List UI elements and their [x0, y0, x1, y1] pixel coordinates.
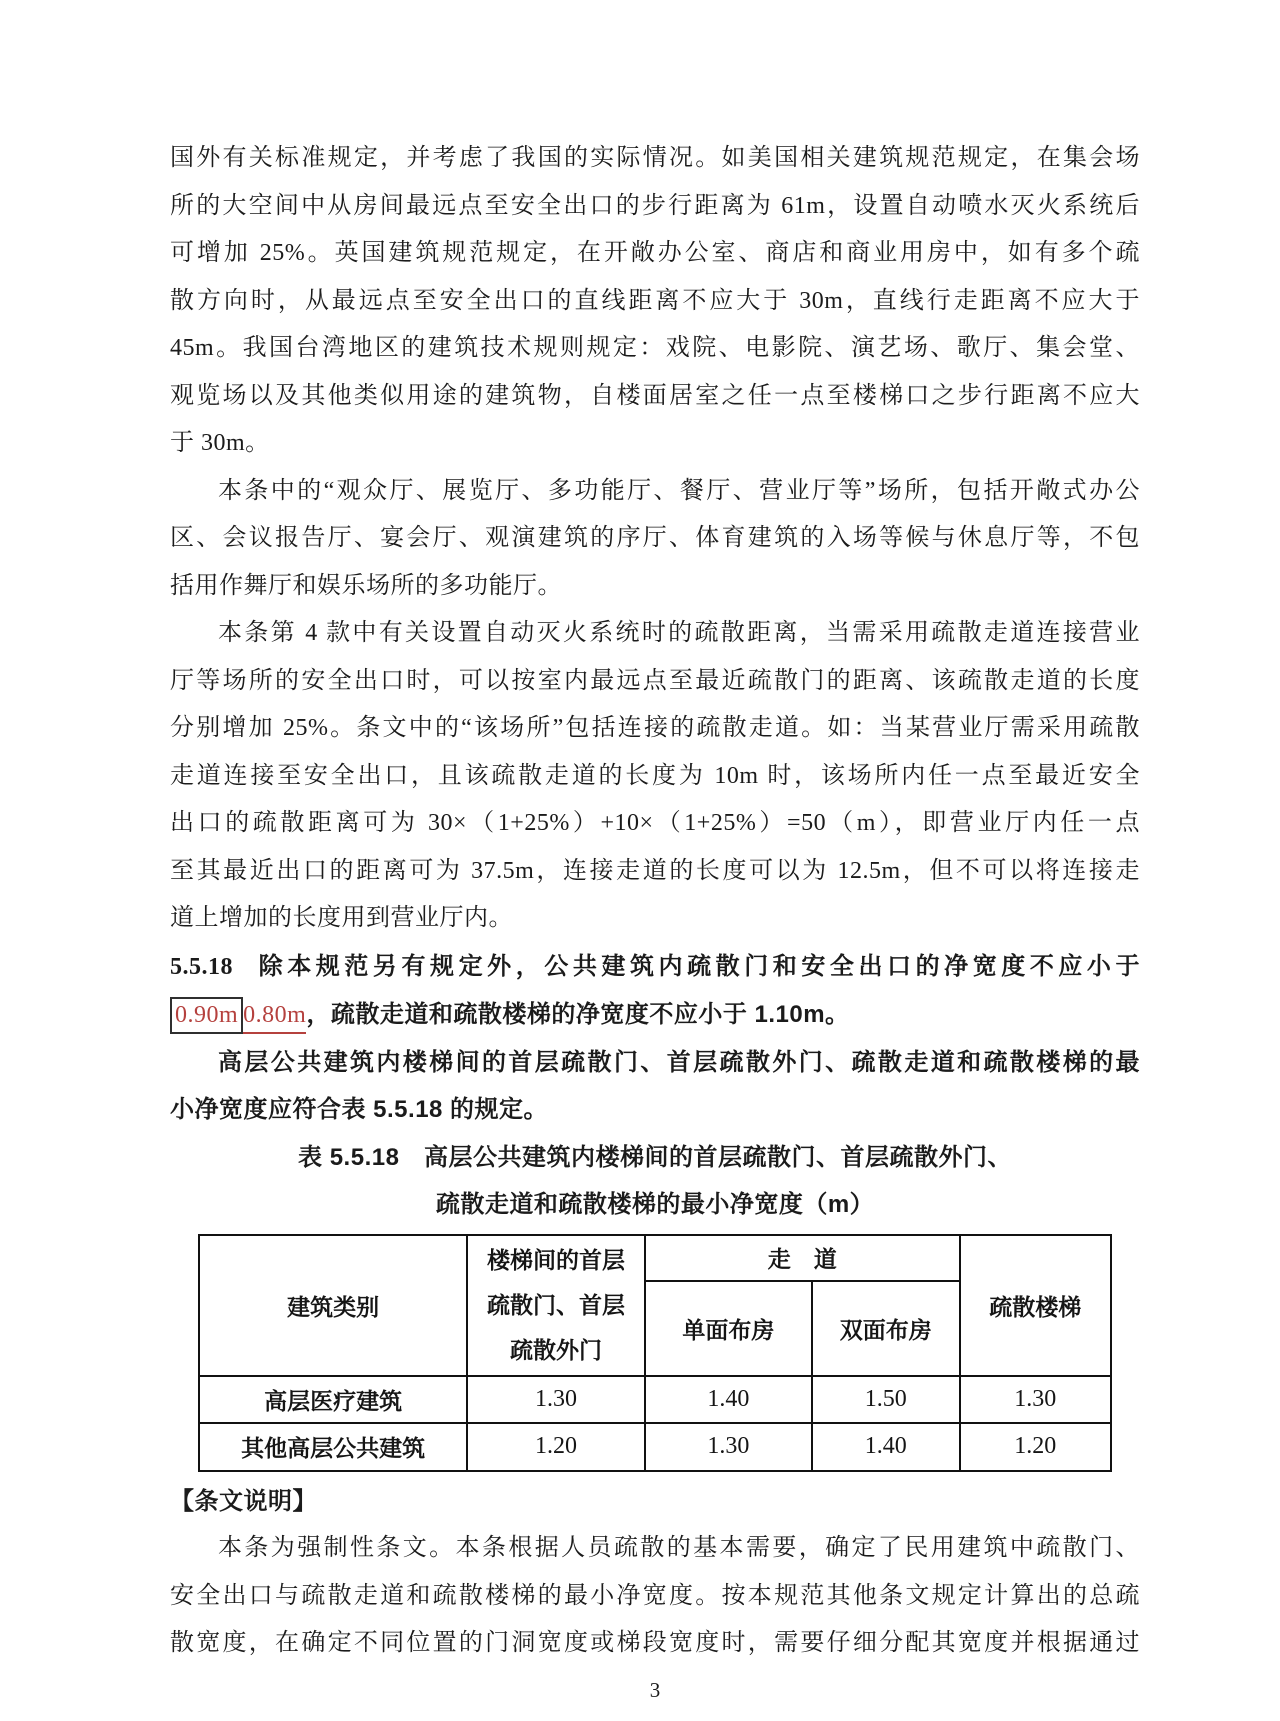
table-title-line-1: 表 5.5.18 高层公共建筑内楼梯间的首层疏散门、首层疏散外门、 — [298, 1143, 1012, 1171]
clause-sub-line: 小净宽度应符合表 5.5.18 的规定。 — [170, 1096, 549, 1123]
text-line: 至其最近出口的距离可为 37.5m，连接走道的长度可以为 12.5m，但不可以将连接走 — [170, 857, 1140, 884]
paragraph-sprinkler-distance — [170, 610, 1140, 943]
table-cell: 1.30 — [961, 1377, 1112, 1424]
header-line: 疏散门、首层 — [487, 1291, 626, 1318]
table-cell: 1.30 — [468, 1377, 646, 1424]
table-cell: 1.40 — [813, 1424, 961, 1472]
note-section — [170, 1478, 1140, 1668]
table-cell: 1.20 — [961, 1424, 1112, 1472]
text-line: 出口的疏散距离可为 30×（1+25%）+10×（1+25%）=50（m），即营业厅内任一点 — [170, 810, 1140, 836]
table-cell: 1.40 — [646, 1377, 813, 1424]
text-line: 本条第 4 款中有关设置自动灭火系统时的疏散距离，当需采用疏散走道连接营业 — [218, 620, 1140, 646]
header-building-category: 建筑类别 — [200, 1236, 468, 1377]
text-line: 括用作舞厅和娱乐场所的多功能厅。 — [170, 572, 562, 599]
header-line: 疏散外门 — [510, 1336, 603, 1363]
text-line: 45m。我国台湾地区的建筑技术规则规定：戏院、电影院、演艺场、歌厅、集会堂、 — [170, 335, 1140, 361]
text-line: 本条为强制性条文。本条根据人员疏散的基本需要，确定了民用建筑中疏散门、 — [218, 1535, 1140, 1561]
header-first-floor-doors — [468, 1236, 646, 1377]
header-double-side-rooms: 双面布房 — [813, 1282, 961, 1377]
row-label-other-public: 其他高层公共建筑 — [200, 1424, 468, 1472]
header-line: 楼梯间的首层 — [487, 1246, 626, 1273]
page-number: 3 — [649, 1677, 661, 1702]
inserted-value-underlined: 0.80m — [243, 999, 306, 1034]
deleted-value-boxed: 0.90m — [170, 997, 243, 1034]
text-line: 所的大空间中从房间最远点至安全出口的步行距离为 61m，设置自动喷水灭火系统后 — [170, 192, 1140, 219]
header-evacuation-stair: 疏散楼梯 — [961, 1236, 1112, 1377]
text-line: 分别增加 25%。条文中的“该场所”包括连接的疏散走道。如：当某营业厅需采用疏散 — [170, 715, 1140, 741]
text-line: 本条中的“观众厅、展览厅、多功能厅、餐厅、营业厅等”场所，包括开敞式办公 — [218, 477, 1140, 504]
clause-5-5-18 — [170, 943, 1140, 1134]
text-line: 厅等场所的安全出口时，可以按室内最远点至最近疏散门的距离、该疏散走道的长度 — [170, 667, 1140, 694]
text-line: 走道连接至安全出口，且该疏散走道的长度为 10m 时，该场所内任一点至最近安全 — [170, 762, 1140, 789]
paragraph-standards-overview — [170, 135, 1140, 468]
text-line: 可增加 25%。英国建筑规范规定，在开敞办公室、商店和商业用房中，如有多个疏 — [170, 240, 1140, 266]
paragraph-halls-scope — [170, 468, 1140, 611]
text-line: 散方向时，从最远点至安全出口的直线距离不应大于 30m，直线行走距离不应大于 — [170, 287, 1140, 314]
note-heading: 【条文说明】 — [170, 1487, 317, 1515]
clause-revision-line — [170, 991, 1140, 1039]
table-cell: 1.20 — [468, 1424, 646, 1472]
header-single-side-rooms: 单面布房 — [646, 1282, 813, 1377]
clause-text: 除本规范另有规定外，公共建筑内疏散门和安全出口的净宽度不应小于 — [254, 952, 1140, 980]
table-cell: 1.30 — [646, 1424, 813, 1472]
clause-text: ，疏散走道和疏散楼梯的净宽度不应小于 1.10m。 — [306, 1001, 850, 1028]
text-line: 区、会议报告厅、宴会厅、观演建筑的序厅、体育建筑的入场等候与休息厅等，不包 — [170, 525, 1140, 551]
text-line: 安全出口与疏散走道和疏散楼梯的最小净宽度。按本规范其他条文规定计算出的总疏 — [170, 1582, 1140, 1609]
row-label-medical: 高层医疗建筑 — [200, 1377, 468, 1424]
text-line: 观览场以及其他类似用途的建筑物，自楼面居室之任一点至楼梯口之步行距离不应大 — [170, 382, 1140, 409]
table-5-5-18 — [198, 1234, 1112, 1472]
text-line: 于 30m。 — [170, 430, 270, 456]
table-cell: 1.50 — [813, 1377, 961, 1424]
text-line: 散宽度，在确定不同位置的门洞宽度或梯段宽度时，需要仔细分配其宽度并根据通过 — [170, 1630, 1140, 1656]
text-line: 道上增加的长度用到营业厅内。 — [170, 905, 513, 931]
table-title-line-2: 疏散走道和疏散楼梯的最小净宽度（m） — [435, 1191, 875, 1218]
header-corridor-group: 走 道 — [646, 1236, 961, 1282]
text-line: 国外有关标准规定，并考虑了我国的实际情况。如美国相关建筑规范规定，在集会场 — [170, 145, 1140, 171]
clause-heading-line — [170, 943, 1140, 992]
clause-number: 5.5.18 — [170, 953, 233, 980]
clause-sub-line: 高层公共建筑内楼梯间的首层疏散门、首层疏散外门、疏散走道和疏散楼梯的最 — [218, 1048, 1140, 1076]
